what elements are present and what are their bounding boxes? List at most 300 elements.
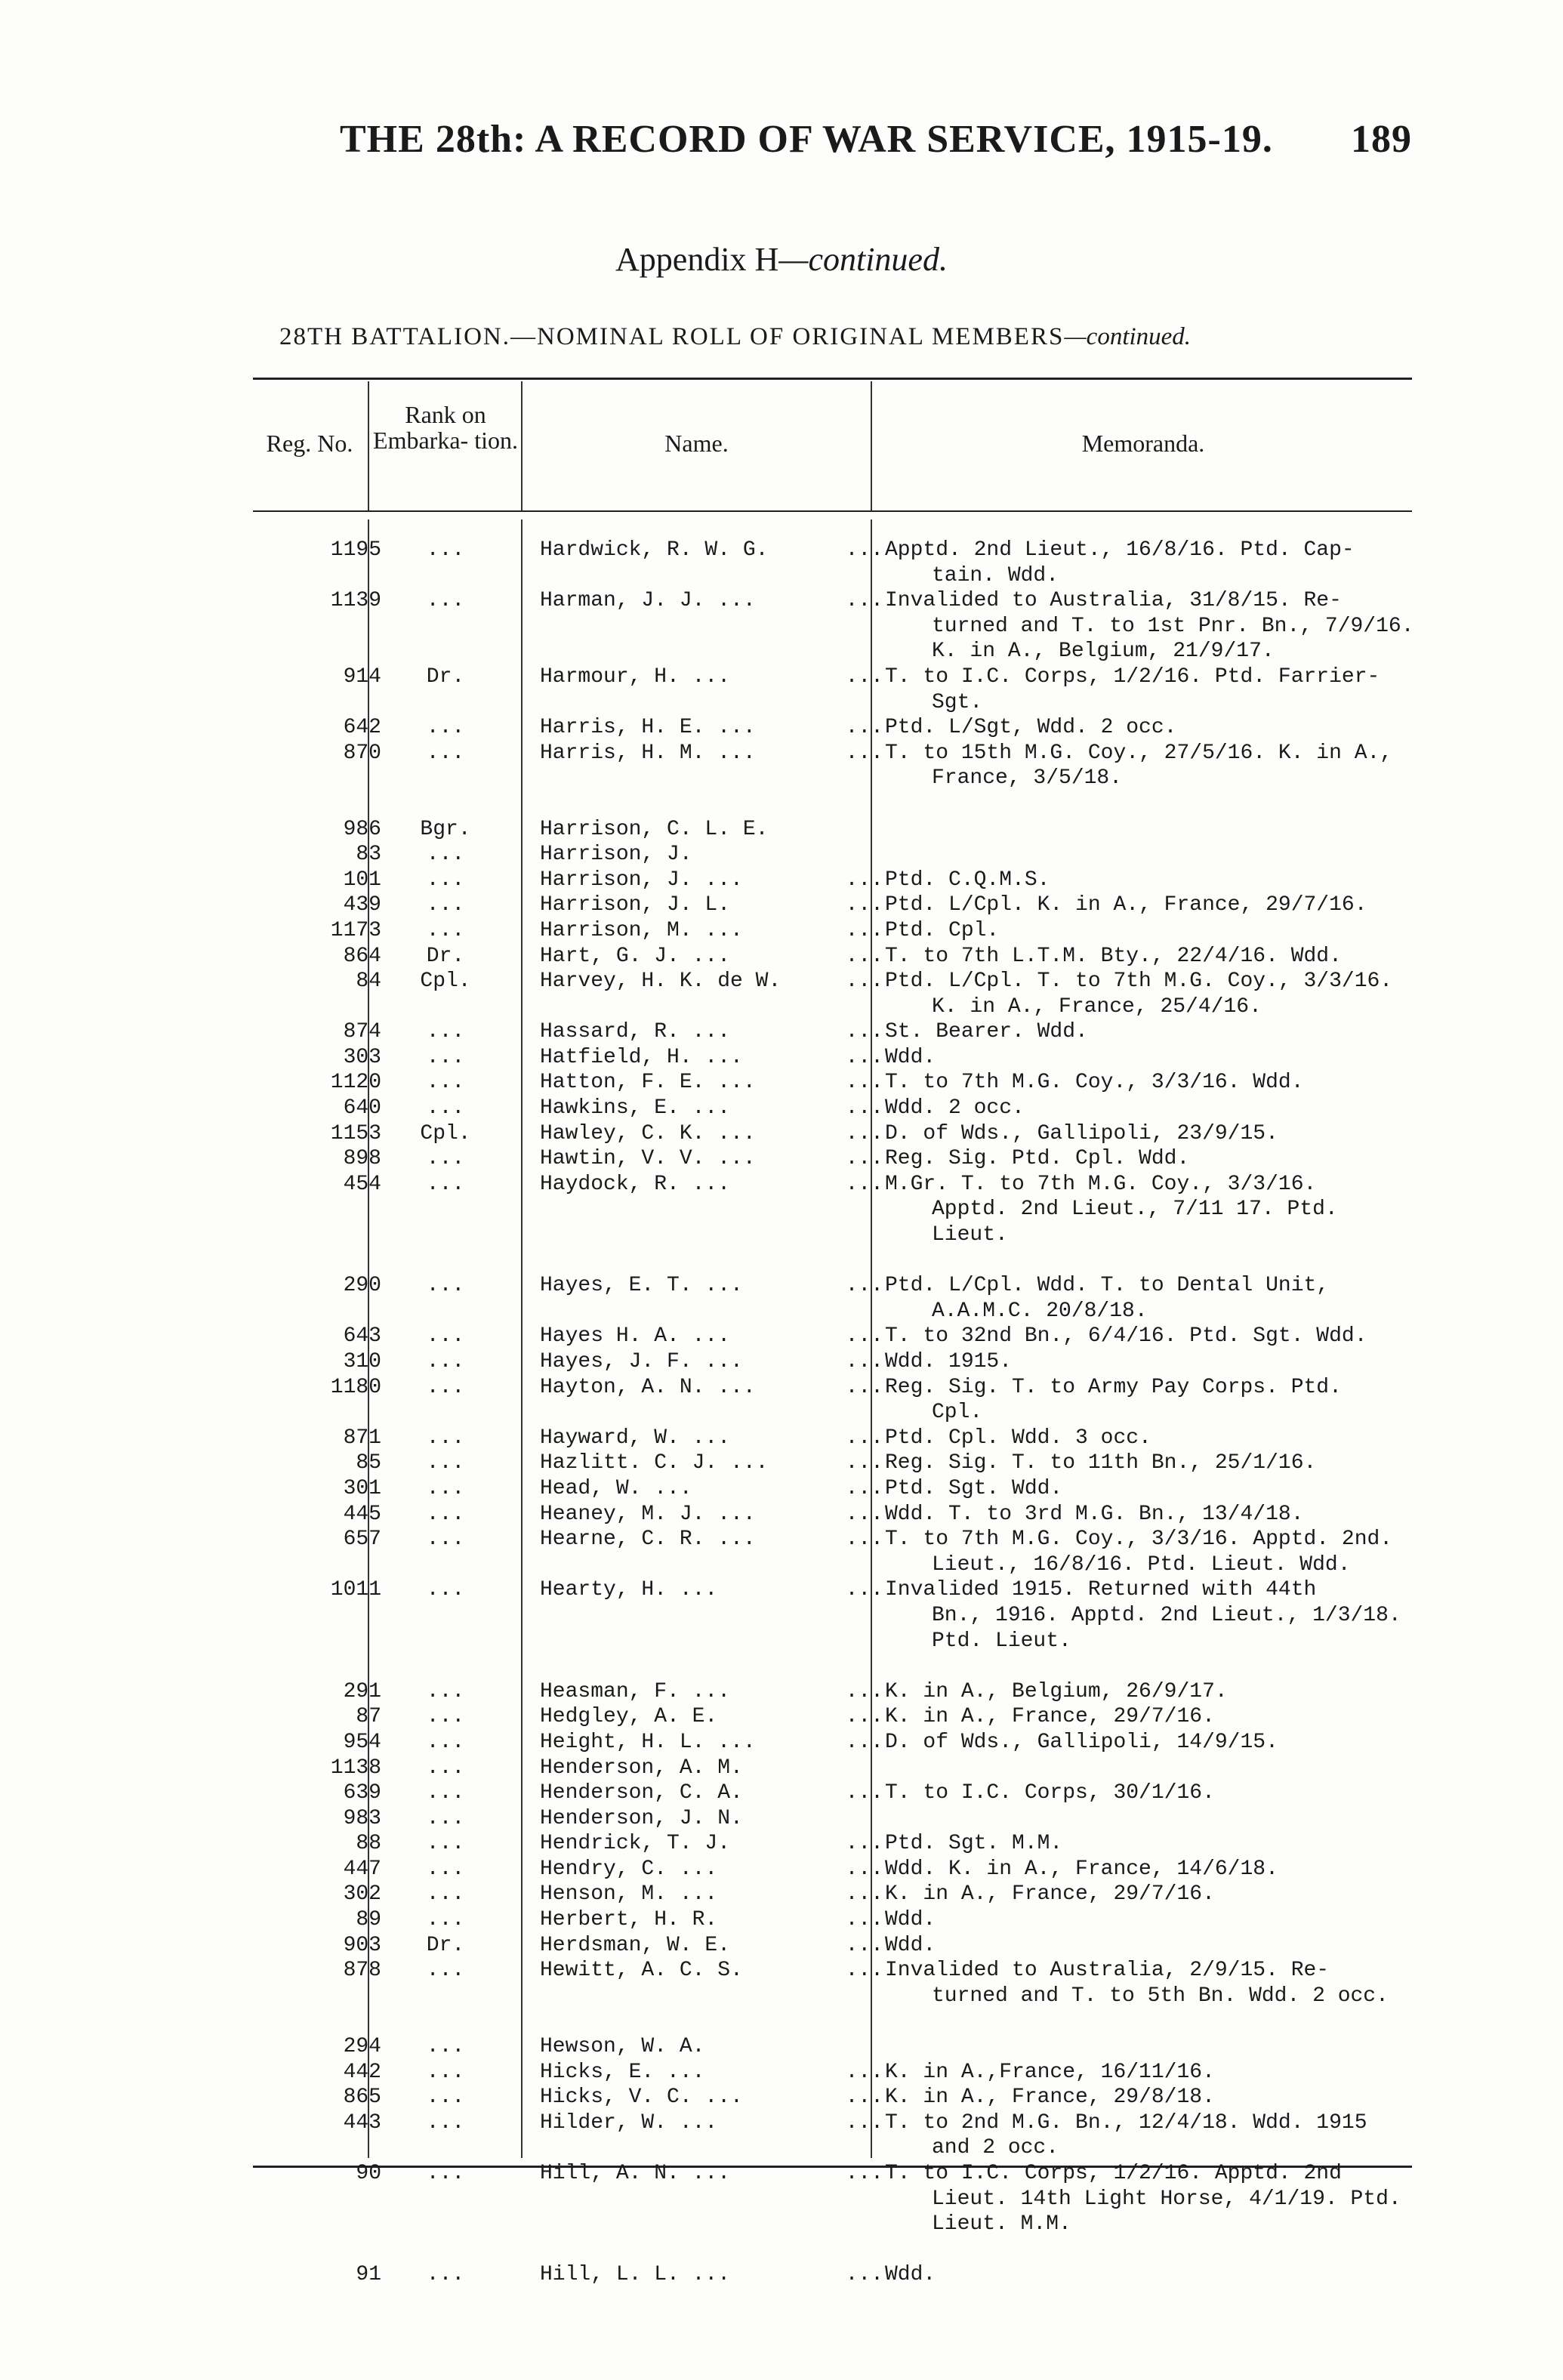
memoranda-line: A.A.M.C. 20/8/18. (932, 1299, 1148, 1323)
table-row (0, 1324, 1563, 1349)
rank: ... (426, 843, 465, 867)
column-divider (871, 381, 872, 510)
memoranda (885, 1831, 1421, 1857)
leader-dots: ... (845, 1451, 883, 1475)
leader-dots: ... (845, 589, 883, 613)
table-row (0, 2262, 1563, 2288)
leader-dots: ... (845, 1578, 883, 1602)
memoranda-line: K. in A.,France, 16/11/16. (885, 2060, 1215, 2084)
memoranda-line: K. in A., France, 29/7/16. (885, 1705, 1215, 1729)
member-name: Hayward, W. ... (540, 1426, 731, 1450)
rank: ... (426, 1781, 465, 1805)
memoranda (885, 842, 1421, 868)
member-name: Hayes, J. F. ... (540, 1350, 743, 1373)
memoranda-line: Reg. Sig. T. to 11th Bn., 25/1/16. (885, 1451, 1317, 1475)
memoranda-line: Wdd. (885, 1045, 936, 1069)
memoranda-line: D. of Wds., Gallipoli, 23/9/15. (885, 1121, 1278, 1145)
memoranda-line: Ptd. C.Q.M.S. (885, 868, 1050, 892)
rank: ... (426, 1426, 465, 1450)
appendix-label: Appendix H (615, 241, 779, 278)
rank: ... (426, 2086, 465, 2110)
memoranda (885, 1273, 1421, 1324)
memoranda (885, 1933, 1421, 1959)
memoranda-line: T. to 32nd Bn., 6/4/16. Ptd. Sgt. Wdd. (885, 1324, 1367, 1349)
reg-number: 639 (343, 1781, 381, 1805)
memoranda-line: Invalided 1915. Returned with 44th (885, 1578, 1317, 1602)
memoranda (885, 1121, 1421, 1147)
table-row (0, 1704, 1563, 1730)
reg-number: 89 (356, 1908, 381, 1932)
memoranda-line: Lieut., 16/8/16. Ptd. Lieut. Wdd. (932, 1552, 1351, 1577)
memoranda (885, 664, 1421, 715)
member-name: Hicks, E. ... (540, 2060, 705, 2084)
reg-number: 870 (343, 741, 381, 765)
leader-dots: ... (845, 1832, 883, 1856)
leader-dots: ... (845, 1426, 883, 1450)
reg-number: 865 (343, 2086, 381, 2110)
reg-number: 1120 (330, 1071, 381, 1095)
column-header-reg: Reg. No. (266, 430, 353, 457)
rank: ... (426, 1147, 465, 1171)
table-row (0, 715, 1563, 741)
rank: ... (426, 2035, 465, 2059)
appendix-heading (0, 240, 1563, 279)
memoranda-line: Reg. Sig. Ptd. Cpl. Wdd. (885, 1147, 1190, 1171)
leader-dots: ... (845, 1730, 883, 1754)
running-head (340, 117, 1412, 170)
member-name: Harrison, J. ... (540, 868, 743, 892)
table-row (0, 538, 1563, 588)
table-row (0, 918, 1563, 944)
memoranda-line: Ptd. L/Cpl. T. to 7th M.G. Coy., 3/3/16. (885, 970, 1393, 994)
memoranda-line: Lieut. 14th Light Horse, 4/1/19. Ptd. (932, 2187, 1401, 2211)
leader-dots: ... (845, 1375, 883, 1399)
leader-dots: ... (845, 1908, 883, 1932)
reg-number: 445 (343, 1502, 381, 1526)
table-row (0, 1451, 1563, 1476)
memoranda (885, 1019, 1421, 1045)
column-divider (521, 381, 523, 510)
reg-number: 1195 (330, 538, 381, 562)
memoranda (885, 1679, 1421, 1705)
member-name: Henderson, A. M. (540, 1756, 743, 1780)
memoranda-line: St. Bearer. Wdd. (885, 1020, 1088, 1044)
memoranda-line (885, 1756, 1421, 1781)
memoranda-line: Wdd. K. in A., France, 14/6/18. (885, 1857, 1278, 1881)
member-name: Heaney, M. J. ... (540, 1502, 756, 1526)
rank: ... (426, 538, 465, 562)
reg-number: 83 (356, 843, 381, 867)
rank: ... (426, 716, 465, 740)
table-row (0, 842, 1563, 868)
rank: ... (426, 1705, 465, 1729)
reg-number: 294 (343, 2035, 381, 2059)
member-name: Harvey, H. K. de W. (540, 970, 782, 994)
memoranda (885, 2085, 1421, 2110)
member-name: Hatfield, H. ... (540, 1045, 743, 1069)
memoranda-line: Invalided to Australia, 31/8/15. Re- (885, 589, 1342, 613)
memoranda (885, 1806, 1421, 1832)
memoranda-line: Ptd. L/Cpl. K. in A., France, 29/7/16. (885, 893, 1367, 917)
memoranda-line: Invalided to Australia, 2/9/15. Re- (885, 1959, 1330, 1983)
table-row (0, 1070, 1563, 1096)
rank: ... (426, 1324, 465, 1349)
member-name: Hawkins, E. ... (540, 1096, 731, 1121)
memoranda-line: T. to 7th M.G. Coy., 3/3/16. Apptd. 2nd. (885, 1528, 1393, 1552)
reg-number: 91 (356, 2263, 381, 2287)
reg-number: 447 (343, 1857, 381, 1881)
member-name: Hewitt, A. C. S. (540, 1959, 743, 1983)
reg-number: 443 (343, 2110, 381, 2135)
memoranda (885, 817, 1421, 843)
rank: ... (426, 1020, 465, 1044)
reg-number: 878 (343, 1959, 381, 1983)
leader-dots: ... (845, 1679, 883, 1703)
member-name: Harrison, C. L. E. (540, 817, 769, 841)
memoranda-line: D. of Wds., Gallipoli, 14/9/15. (885, 1730, 1278, 1754)
member-name: Harris, H. E. ... (540, 716, 756, 740)
rank: Cpl. (420, 970, 471, 994)
reg-number: 301 (343, 1476, 381, 1500)
rank: ... (426, 741, 465, 765)
leader-dots: ... (845, 1045, 883, 1069)
table-row (0, 1096, 1563, 1121)
leader-dots: ... (845, 1274, 883, 1298)
memoranda-line: turned and T. to 5th Bn. Wdd. 2 occ. (932, 1984, 1389, 2008)
memoranda (885, 1958, 1421, 2009)
section-subtitle (279, 323, 1412, 351)
leader-dots: ... (845, 893, 883, 917)
memoranda-line: K. in A., France, 25/4/16. (932, 994, 1262, 1019)
leader-dots: ... (845, 2162, 883, 2185)
memoranda-line: Apptd. 2nd Lieut., 7/11 17. Ptd. (932, 1198, 1338, 1222)
member-name: Hendry, C. ... (540, 1857, 718, 1881)
memoranda-line: T. to I.C. Corps, 1/2/16. Ptd. Farrier- (885, 664, 1380, 689)
memoranda-line: T. to I.C. Corps, 30/1/16. (885, 1781, 1215, 1805)
memoranda-line: Ptd. Lieut. (932, 1629, 1071, 1653)
reg-number: 101 (343, 868, 381, 892)
reg-number: 643 (343, 1324, 381, 1349)
memoranda (885, 1704, 1421, 1730)
rank: ... (426, 1959, 465, 1983)
table-row (0, 817, 1563, 843)
reg-number: 84 (356, 970, 381, 994)
table-row (0, 1527, 1563, 1577)
memoranda (885, 868, 1421, 893)
memoranda-line: Sgt. (932, 690, 983, 714)
leader-dots: ... (845, 1324, 883, 1349)
rank: ... (426, 2060, 465, 2084)
leader-dots: ... (845, 1147, 883, 1171)
table-row (0, 588, 1563, 664)
reg-number: 898 (343, 1147, 381, 1171)
memoranda-line: Ptd. Cpl. Wdd. 3 occ. (885, 1426, 1151, 1450)
memoranda-line: Wdd. (885, 1908, 936, 1932)
rank: ... (426, 1350, 465, 1373)
memoranda (885, 538, 1421, 588)
member-name: Hayes, E. T. ... (540, 1274, 743, 1298)
memoranda (885, 2060, 1421, 2086)
table-row (0, 1121, 1563, 1147)
member-name: Harrison, J. (540, 843, 692, 867)
leader-dots: ... (845, 1933, 883, 1957)
table-row (0, 1679, 1563, 1705)
member-name: Hayes H. A. ... (540, 1324, 731, 1349)
reg-number: 914 (343, 664, 381, 689)
rank: ... (426, 1679, 465, 1703)
table-row (0, 1831, 1563, 1857)
reg-number: 1139 (330, 589, 381, 613)
leader-dots: ... (845, 2060, 883, 2084)
memoranda (885, 741, 1421, 791)
leader-dots: ... (845, 1528, 883, 1552)
rank: ... (426, 1172, 465, 1196)
memoranda-line: Wdd. T. to 3rd M.G. Bn., 13/4/18. (885, 1502, 1304, 1526)
rank: Dr. (426, 944, 465, 968)
rank: ... (426, 1045, 465, 1069)
table-row (0, 868, 1563, 893)
member-name: Hatton, F. E. ... (540, 1071, 756, 1095)
member-name: Hill, A. N. ... (540, 2162, 731, 2185)
reg-number: 1180 (330, 1375, 381, 1399)
memoranda-line: Wdd. (885, 1933, 936, 1957)
memoranda-line: tain. Wdd. (932, 563, 1059, 587)
member-name: Hayton, A. N. ... (540, 1375, 756, 1399)
memoranda (885, 892, 1421, 918)
memoranda-line: France, 3/5/18. (932, 766, 1123, 791)
leader-dots: ... (845, 1857, 883, 1881)
member-name: Hilder, W. ... (540, 2110, 718, 2135)
member-name: Hewson, W. A. (540, 2035, 705, 2059)
table-row (0, 1806, 1563, 1832)
table-row (0, 1502, 1563, 1528)
reg-number: 87 (356, 1705, 381, 1729)
memoranda (885, 1780, 1421, 1806)
table-row (0, 2085, 1563, 2110)
reg-number: 303 (343, 1045, 381, 1069)
memoranda-line (885, 817, 1421, 843)
memoranda-line: Bn., 1916. Apptd. 2nd Lieut., 1/3/18. (932, 1603, 1401, 1627)
member-name: Hart, G. J. ... (540, 944, 731, 968)
member-name: Henderson, C. A. (540, 1781, 743, 1805)
leader-dots: ... (845, 664, 883, 689)
reg-number: 640 (343, 1096, 381, 1121)
rank: ... (426, 1730, 465, 1754)
reg-number: 657 (343, 1528, 381, 1552)
reg-number: 1138 (330, 1756, 381, 1780)
memoranda (885, 1451, 1421, 1476)
member-name: Hawley, C. K. ... (540, 1121, 756, 1145)
leader-dots: ... (845, 944, 883, 968)
leader-dots: ... (845, 918, 883, 942)
reg-number: 454 (343, 1172, 381, 1196)
table-row (0, 1577, 1563, 1654)
table-top-rule (253, 378, 1412, 380)
table-row (0, 1426, 1563, 1451)
memoranda-line: Ptd. Sgt. M.M. (885, 1832, 1063, 1856)
memoranda (885, 1045, 1421, 1071)
rank: ... (426, 1274, 465, 1298)
rank: ... (426, 2263, 465, 2287)
subtitle-continued: —continued. (1064, 323, 1192, 350)
leader-dots: ... (845, 1502, 883, 1526)
table-row (0, 1958, 1563, 2009)
member-name: Harrison, M. ... (540, 918, 743, 942)
memoranda (885, 1172, 1421, 1248)
memoranda (885, 715, 1421, 741)
memoranda (885, 2161, 1421, 2237)
member-name: Hedgley, A. E. (540, 1705, 718, 1729)
rank: ... (426, 2162, 465, 2185)
table-row (0, 969, 1563, 1019)
memoranda-line: T. to I.C. Corps, 1/2/16. Apptd. 2nd (885, 2162, 1342, 2185)
member-name: Herbert, H. R. (540, 1908, 718, 1932)
memoranda-line: turned and T. to 1st Pnr. Bn., 7/9/16. (932, 614, 1414, 638)
reg-number: 1173 (330, 918, 381, 942)
member-name: Henderson, J. N. (540, 1806, 743, 1830)
memoranda (885, 2262, 1421, 2288)
table-row (0, 1857, 1563, 1882)
member-name: Height, H. L. ... (540, 1730, 756, 1754)
memoranda (885, 1070, 1421, 1096)
memoranda-line: Apptd. 2nd Lieut., 16/8/16. Ptd. Cap- (885, 538, 1355, 562)
reg-number: 1011 (330, 1578, 381, 1602)
rank: ... (426, 1882, 465, 1907)
memoranda (885, 1375, 1421, 1426)
leader-dots: ... (845, 1476, 883, 1500)
leader-dots: ... (845, 1705, 883, 1729)
reg-number: 88 (356, 1832, 381, 1856)
column-header-name: Name. (664, 430, 729, 457)
memoranda-line: Wdd. (885, 2263, 936, 2287)
leader-dots: ... (845, 1350, 883, 1373)
memoranda-line: M.Gr. T. to 7th M.G. Coy., 3/3/16. (885, 1172, 1317, 1196)
rank: Dr. (426, 664, 465, 689)
rank: Cpl. (420, 1121, 471, 1145)
rank: ... (426, 1502, 465, 1526)
reg-number: 439 (343, 893, 381, 917)
nominal-roll-table (0, 538, 1563, 2288)
leader-dots: ... (845, 538, 883, 562)
memoranda-line: T. to 7th L.T.M. Bty., 22/4/16. Wdd. (885, 944, 1342, 968)
rank: Dr. (426, 1933, 465, 1957)
leader-dots: ... (845, 1121, 883, 1145)
table-row (0, 944, 1563, 970)
leader-dots: ... (845, 1882, 883, 1907)
leader-dots: ... (845, 1096, 883, 1121)
memoranda (885, 1324, 1421, 1349)
member-name: Harris, H. M. ... (540, 741, 756, 765)
memoranda-line: and 2 occ. (932, 2136, 1059, 2160)
table-row (0, 1019, 1563, 1045)
leader-dots: ... (845, 2110, 883, 2135)
table-row (0, 1375, 1563, 1426)
memoranda-line (885, 1806, 1421, 1832)
memoranda (885, 1730, 1421, 1756)
reg-number: 90 (356, 2162, 381, 2185)
leader-dots: ... (845, 2263, 883, 2287)
memoranda-line: Ptd. L/Cpl. Wdd. T. to Dental Unit, (885, 1274, 1330, 1298)
table-row (0, 892, 1563, 918)
memoranda-line: Ptd. L/Sgt, Wdd. 2 occ. (885, 716, 1177, 740)
memoranda (885, 944, 1421, 970)
reg-number: 864 (343, 944, 381, 968)
memoranda-line: T. to 2nd M.G. Bn., 12/4/18. Wdd. 1915 (885, 2110, 1367, 2135)
reg-number: 986 (343, 817, 381, 841)
leader-dots: ... (845, 868, 883, 892)
memoranda (885, 1857, 1421, 1882)
table-row (0, 1273, 1563, 1324)
memoranda (885, 1476, 1421, 1502)
memoranda (885, 2034, 1421, 2060)
rank: ... (426, 1908, 465, 1932)
reg-number: 85 (356, 1451, 381, 1475)
memoranda-line: Lieut. M.M. (932, 2212, 1071, 2237)
page-number: 189 (1351, 118, 1412, 161)
rank: ... (426, 1528, 465, 1552)
memoranda-line: Wdd. 2 occ. (885, 1096, 1025, 1121)
rank: ... (426, 868, 465, 892)
member-name: Hicks, V. C. ... (540, 2086, 743, 2110)
memoranda (885, 1907, 1421, 1933)
rank: ... (426, 1375, 465, 1399)
memoranda-line: Wdd. 1915. (885, 1350, 1013, 1373)
table-row (0, 2034, 1563, 2060)
memoranda (885, 1882, 1421, 1907)
memoranda (885, 1096, 1421, 1121)
rank: ... (426, 1071, 465, 1095)
member-name: Herdsman, W. E. (540, 1933, 731, 1957)
leader-dots: ... (845, 741, 883, 765)
rank: ... (426, 1832, 465, 1856)
member-name: Harrison, J. L. (540, 893, 731, 917)
memoranda (885, 1426, 1421, 1451)
table-row (0, 1933, 1563, 1959)
column-divider (368, 381, 369, 510)
reg-number: 310 (343, 1350, 381, 1373)
memoranda-line (885, 2034, 1421, 2060)
member-name: Hill, L. L. ... (540, 2263, 731, 2287)
leader-dots: ... (845, 1781, 883, 1805)
rank: ... (426, 1756, 465, 1780)
member-name: Hardwick, R. W. G. (540, 538, 769, 562)
rank: ... (426, 2110, 465, 2135)
memoranda (885, 1146, 1421, 1172)
memoranda-line: T. to 7th M.G. Coy., 3/3/16. Wdd. (885, 1071, 1304, 1095)
reg-number: 983 (343, 1806, 381, 1830)
table-row (0, 2161, 1563, 2237)
rank: Bgr. (420, 817, 471, 841)
table-row (0, 1756, 1563, 1781)
memoranda-line (885, 842, 1421, 868)
rank: ... (426, 1857, 465, 1881)
member-name: Hassard, R. ... (540, 1020, 731, 1044)
reg-number: 442 (343, 2060, 381, 2084)
member-name: Head, W. ... (540, 1476, 692, 1500)
reg-number: 874 (343, 1020, 381, 1044)
memoranda-line: K. in A., Belgium, 26/9/17. (885, 1679, 1228, 1703)
member-name: Harmour, H. ... (540, 664, 731, 689)
member-name: Henson, M. ... (540, 1882, 718, 1907)
table-row (0, 1349, 1563, 1375)
leader-dots: ... (845, 970, 883, 994)
table-row (0, 2060, 1563, 2086)
memoranda (885, 2110, 1421, 2161)
memoranda (885, 1502, 1421, 1528)
rank: ... (426, 1578, 465, 1602)
member-name: Hazlitt. C. J. ... (540, 1451, 769, 1475)
memoranda-line: Lieut. (932, 1223, 1008, 1247)
